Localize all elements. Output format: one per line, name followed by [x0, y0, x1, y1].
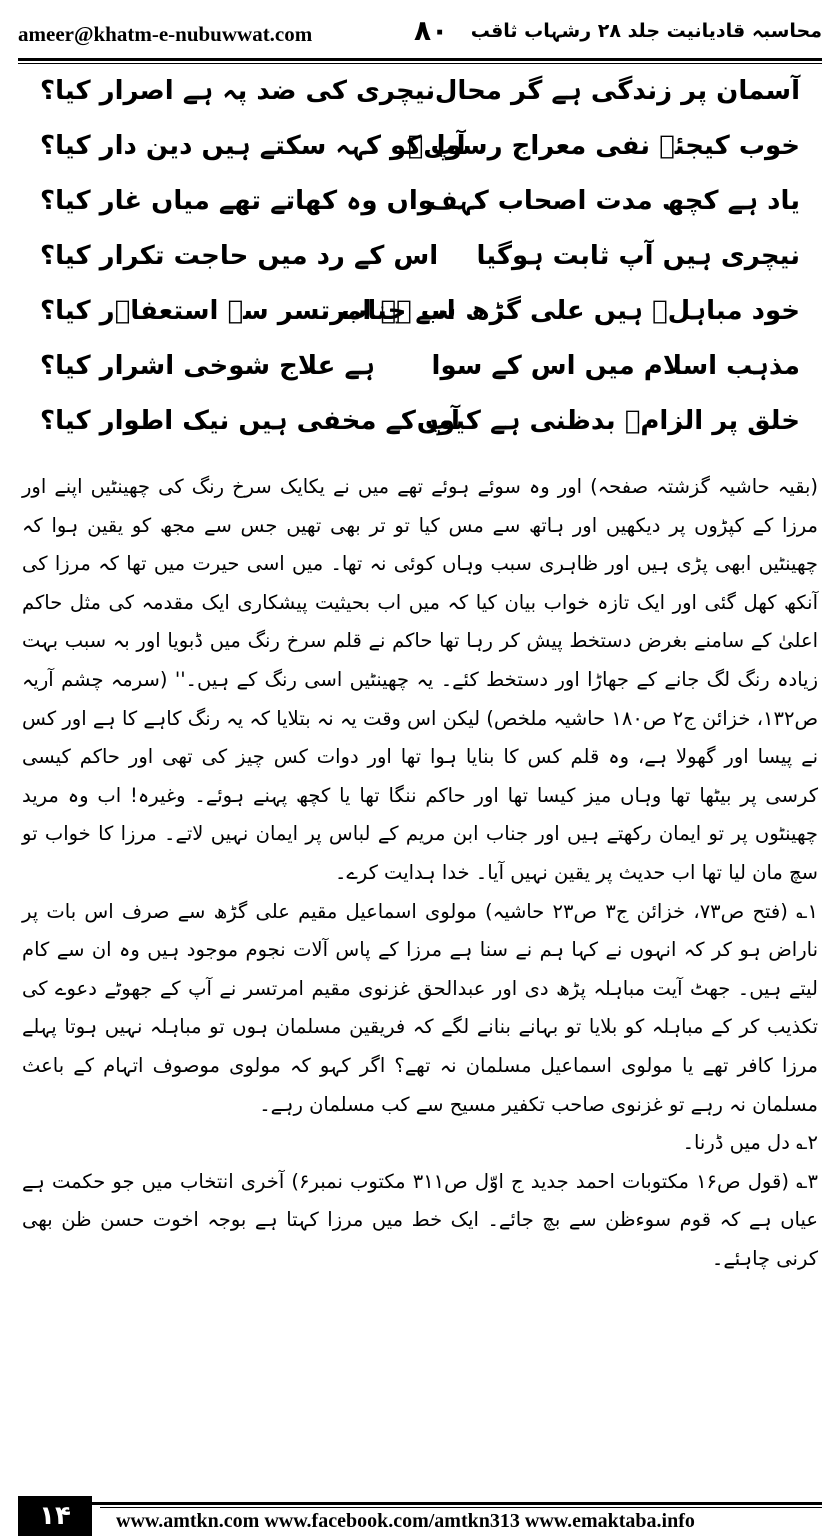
couplet [40, 241, 800, 296]
hemistich-second: اب ہے امرتسر سے استعفاؔر کیا؟ [40, 296, 456, 326]
poem [40, 76, 800, 461]
header-rule-thick [18, 58, 822, 61]
hemistich-first: خوب کیجئے نفی معراج رسولؐ [407, 131, 800, 161]
hemistich-second: آپ کے مخفی ہیں نیک اطوار کیا؟ [40, 406, 460, 436]
hemistich-first: آسمان پر زندگی ہے گر محال [434, 76, 800, 106]
footer-urls: www.amtkn.com www.facebook.com/amtkn313 www.emaktaba.info [116, 1510, 695, 1532]
footer-rule-thick [18, 1502, 822, 1505]
hemistich-first: نیچری ہیں آپ ثابت ہوگیا [476, 241, 800, 271]
footnote-1: ۱؎ (فتح ص۷۳، خزائن ج۳ ص۲۳ حاشیہ) مولوی اسماعیل مقیم علی گڑھ سے صرف اس بات پر ناراض ہو کر کہ انہوں نے کہا ہم نے سنا ہے مرزا کے پاس آلات نجوم موجود ہیں وہ ان سے کام لیتے ہیں۔ جھٹ آیت مباہلہ پڑھ دی اور عبدالحق غزنوی مقیم امرتسر نے آپ کے جھوٹے دعوے کی تکذیب کر کے مباہلہ کو بلایا تو بہانے بنانے لگے کہ فریقین مسلمان ہوں تو مباہلہ نہیں ہوتا پہلے مرزا کافر تھے یا مولوی اسماعیل مسلمان نہ تھے؟ اگر کہو کہ مولوی موصوف اتہام کے باعث مسلمان نہ رہے تو غزنوی صاحب تکفیر مسیح سے کب مسلمان رہے۔ [22, 899, 819, 1116]
book-title: محاسبہ قادیانیت جلد ۲۸ رشہاب ثاقب [470, 20, 822, 42]
prose-body [22, 468, 818, 1278]
hemistich-second: اس کے رد میں حاجت تکرار کیا؟ [40, 241, 439, 271]
couplet [40, 131, 800, 186]
hemistich-second: واں وہ کھاتے تھے میاں غار کیا؟ [40, 186, 434, 216]
hemistich-first: یاد ہے کچھ مدت اصحاب کہف [427, 186, 800, 216]
hemistich-first: خلق پر الزامؔ بدظنی ہے کیوں [416, 406, 800, 436]
couplet [40, 186, 800, 241]
footer-rule-thin [100, 1507, 822, 1508]
header-rule-thin [18, 63, 822, 64]
couplet [40, 406, 800, 461]
footnote-3: ۳؎ (قول ص۱۶ مکتوبات احمد جدید ج اوّل ص۳۱۱ مکتوب نمبر۶) آخری انتخاب میں جو حکمت ہے عیاں ہے کہ قوم سوءظن سے بچ جائے۔ ایک خط میں مرزا کہتا ہے بوجہ اخوت حسن ظن بھی کرنی چاہئے۔ [22, 1169, 818, 1270]
page-number: ۸۰ [414, 14, 449, 47]
page-footer [0, 1494, 840, 1540]
couplet [40, 351, 800, 406]
couplet [40, 296, 800, 351]
hemistich-second: آپ کو کہہ سکتے ہیں دین دار کیا؟ [40, 131, 466, 161]
page-badge: ۱۴ [18, 1496, 92, 1536]
hemistich-second: نیچری کی ضد پہ ہے اصرار کیا؟ [40, 76, 436, 106]
commentary-paragraph: (بقیہ حاشیہ گزشتہ صفحہ) اور وہ سوئے ہوئے تھے میں نے یکایک سرخ رنگ کی چھینٹیں اپنے اور مرزا کے کپڑوں پر دیکھیں اور ہاتھ سے مس کیا تو تر بھی تھیں جس سے مجھ کو یقین ہوا کہ چھینٹیں ابھی پڑی ہیں اور ظاہری سبب وہاں کوئی نہ تھا۔ میں اسی حیرت میں تھا کہ مرزا کی آنکھ کھل گئی اور ایک تازہ خواب بیان کیا کہ میں اب بحیثیت پیشکاری ایک مقدمہ کی مثل حاکم اعلیٰ کے سامنے بغرض دستخط پیش کر رہا تھا حاکم نے قلم سرخ رنگ میں ڈبویا اور بہ سبب بہت زیادہ رنگ لگ جانے کے جھاڑا اور دستخط کئے۔ یہ چھینٹیں اسی رنگ کے ہیں۔'' (سرمہ چشم آریہ ص۱۳۲، خزائن ج۲ ص۱۸۰ حاشیہ ملخص) لیکن اس وقت یہ نہ بتلایا کہ یہ رنگ کاہے کا ہے اور کس نے پیسا اور گھولا ہے، وہ قلم کس کا بنایا ہوا تھا اور دوات کس چیز کی تھی اور حاکم کیسی کرسی پر بیٹھا تھا وہاں میز کیسا تھا اور حاکم ننگا تھا یا کچھ پہنے ہوئے۔ وغیرہ! اب وہ مرید چھینٹوں پر تو ایمان رکھتے ہیں اور جناب ابن مریم کے لباس پر ایمان نہیں لاتے۔ مرزا کا خواب تو سچ مان لیا تھا اب حدیث پر یقین نہیں آیا۔ خدا ہدایت کرے۔ [22, 475, 819, 884]
header-email: ameer@khatm-e-nubuwwat.com [18, 22, 313, 46]
hemistich-first: مذہب اسلام میں اس کے سوا [431, 351, 800, 381]
page-header [0, 0, 840, 56]
hemistich-second: ہے علاج شوخی اشرار کیا؟ [40, 351, 375, 381]
couplet [40, 76, 800, 131]
footnote-2: ۲؎ دل میں ڈرنا۔ [682, 1131, 818, 1155]
hemistich-first: خود مباہلؔ ہیں علی گڑھ سے جناب [341, 296, 800, 326]
